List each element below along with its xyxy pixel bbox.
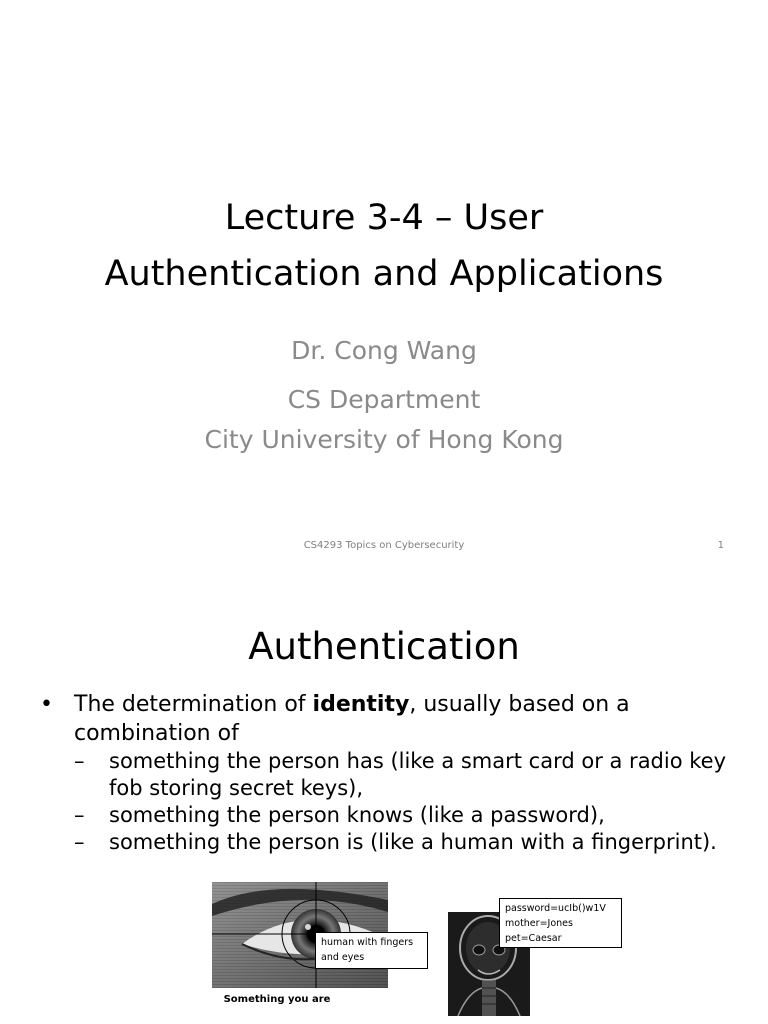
- author-name: Dr. Cong Wang: [291, 336, 477, 365]
- department-name: CS Department: [287, 385, 481, 414]
- footer-course: CS4293 Topics on Cybersecurity: [303, 540, 465, 551]
- sub-bullet-text: something the person has (like a smart card or a radio key fob storing secret keys),: [109, 749, 727, 800]
- sub-bullet-text: something the person knows (like a password),: [109, 803, 605, 827]
- slide-number: 1: [717, 540, 724, 551]
- bullet-text-prefix: The determination of: [74, 692, 313, 717]
- bullet-list: [40, 690, 740, 856]
- sub-bullet-item: [74, 802, 740, 829]
- callout-password-line: pet=Caesar: [505, 933, 562, 944]
- bullet-item: [40, 690, 740, 748]
- callout-human: human with fingers and eyes: [315, 932, 428, 969]
- dash-icon: –: [74, 749, 85, 773]
- title-line-1: Lecture 3-4 – User: [224, 198, 544, 238]
- sub-bullet-item: [74, 748, 740, 802]
- university-name: City University of Hong Kong: [204, 425, 564, 454]
- bullet-text-bold: identity: [312, 692, 410, 717]
- slide-title: [0, 190, 768, 302]
- callout-password-line: mother=Jones: [505, 918, 573, 929]
- dash-icon: –: [74, 830, 85, 854]
- sub-bullet-item: [74, 829, 740, 856]
- slide-title: Authentication: [248, 625, 520, 668]
- bullet-text: [74, 690, 740, 748]
- title-line-2: Authentication and Applications: [104, 254, 664, 294]
- sub-bullet-list: [74, 748, 740, 856]
- image-caption: Something you are: [223, 994, 331, 1005]
- bullet-dot-icon: •: [40, 692, 53, 717]
- bullet-text-suffix: , usually based on a combination of: [74, 692, 630, 746]
- callout-password: [499, 898, 622, 948]
- callout-password-line: password=ucIb()w1V: [505, 903, 606, 914]
- dash-icon: –: [74, 803, 85, 827]
- sub-bullet-text: something the person is (like a human with a fingerprint).: [109, 830, 717, 854]
- authentication-slide: [0, 576, 768, 1024]
